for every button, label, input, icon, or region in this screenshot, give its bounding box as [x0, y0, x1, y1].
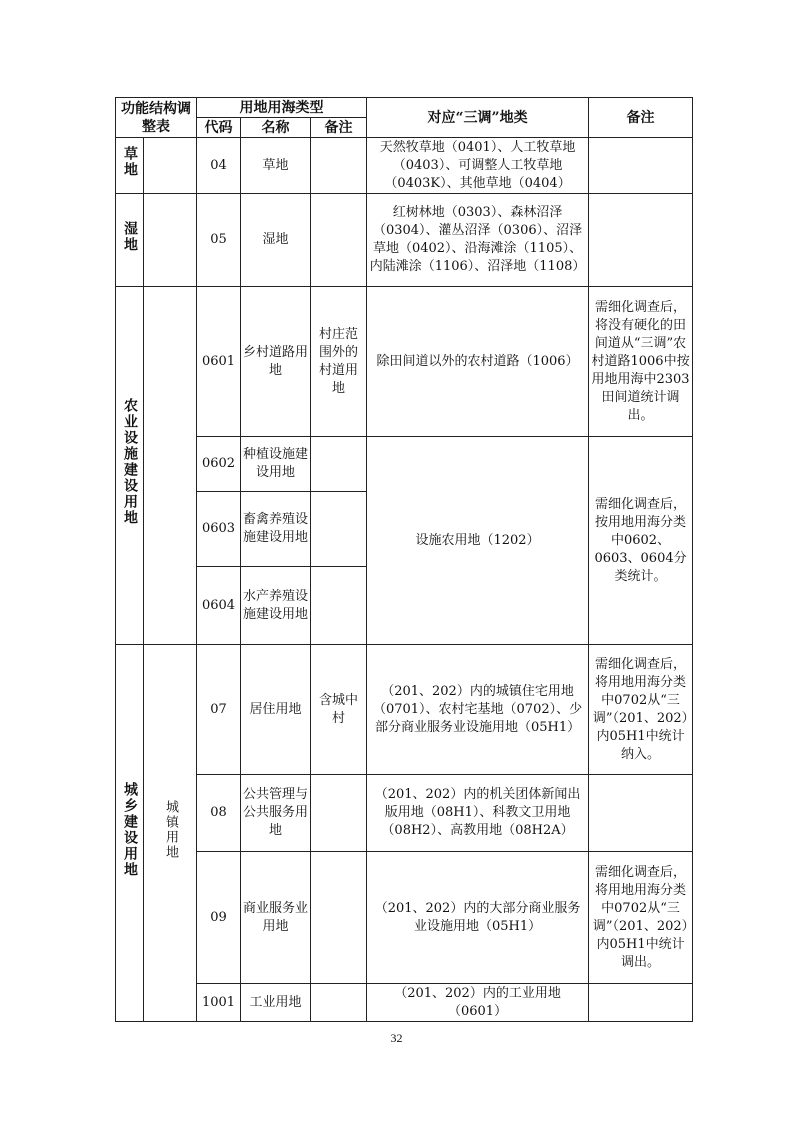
sub-empty	[144, 194, 197, 287]
header-code: 代码	[197, 118, 241, 138]
name-cell: 工业用地	[241, 984, 311, 1022]
name-cell: 居住用地	[241, 645, 311, 775]
sub-empty	[144, 287, 197, 645]
name-cell: 商业服务业用地	[241, 852, 311, 984]
category-urban-rural: 城乡建设用地	[116, 645, 144, 1022]
remark-cell: 需细化调查后，按用地用海分类中0602、0603、0604分类统计。	[589, 437, 693, 645]
category-agri-facility: 农业设施建设用地	[116, 287, 144, 645]
name-cell: 水产养殖设施建设用地	[241, 567, 311, 645]
header-sandiao: 对应“三调”地类	[367, 98, 589, 138]
sandiao-cell: （201、202）内的城镇住宅用地（0701）、农村宅基地（0702）、少部分商业服务业设施用地（05H1）	[367, 645, 589, 775]
header-remark: 备注	[589, 98, 693, 138]
code-cell: 0602	[197, 437, 241, 492]
name-cell: 草地	[241, 138, 311, 194]
note-cell	[311, 194, 367, 287]
remark-cell: 需细化调查后，将用地用海分类中0702从“三调”（201、202）内05H1中统计纳入。	[589, 645, 693, 775]
note-cell: 含城中村	[311, 645, 367, 775]
note-cell	[311, 437, 367, 492]
note-cell	[311, 492, 367, 567]
category-wetland: 湿地	[116, 194, 144, 287]
remark-cell	[589, 775, 693, 852]
code-cell: 07	[197, 645, 241, 775]
code-cell: 09	[197, 852, 241, 984]
name-cell: 公共管理与公共服务用地	[241, 775, 311, 852]
sub-urban: 城镇用地	[144, 645, 197, 1022]
code-cell: 0604	[197, 567, 241, 645]
remark-cell: 需细化调查后，将用地用海分类中0702从“三调”（201、202）内05H1中统计调出。	[589, 852, 693, 984]
header-use-type: 用地用海类型	[197, 98, 367, 118]
header-note: 备注	[311, 118, 367, 138]
remark-cell	[589, 984, 693, 1022]
code-cell: 04	[197, 138, 241, 194]
name-cell: 湿地	[241, 194, 311, 287]
note-cell	[311, 567, 367, 645]
name-cell: 乡村道路用地	[241, 287, 311, 437]
remark-cell	[589, 194, 693, 287]
note-cell	[311, 775, 367, 852]
code-cell: 0601	[197, 287, 241, 437]
sandiao-cell: （201、202）内的机关团体新闻出版用地（08H1）、科教文卫用地（08H2）、高教用地（08H2A）	[367, 775, 589, 852]
sub-empty	[144, 138, 197, 194]
sandiao-cell: （201、202）内的大部分商业服务业设施用地（05H1）	[367, 852, 589, 984]
code-cell: 05	[197, 194, 241, 287]
name-cell: 种植设施建设用地	[241, 437, 311, 492]
remark-cell: 需细化调查后，将没有硬化的田间道从“三调”农村道路1006中按用地用海中2303田间道统计调出。	[589, 287, 693, 437]
code-cell: 1001	[197, 984, 241, 1022]
sandiao-cell: 设施农用地（1202）	[367, 437, 589, 645]
land-use-table	[115, 97, 693, 1022]
page-number: 32	[390, 1031, 403, 1045]
header-name: 名称	[241, 118, 311, 138]
header-func: 功能结构调整表	[116, 98, 197, 138]
sandiao-cell: 除田间道以外的农村道路（1006）	[367, 287, 589, 437]
category-grassland: 草地	[116, 138, 144, 194]
note-cell: 村庄范围外的村道用地	[311, 287, 367, 437]
code-cell: 0603	[197, 492, 241, 567]
remark-cell	[589, 138, 693, 194]
note-cell	[311, 852, 367, 984]
sandiao-cell: 红树林地（0303）、森林沼泽（0304）、灌丛沼泽（0306）、沼泽草地（0402）、沿海滩涂（1105）、内陆滩涂（1106）、沼泽地（1108）	[367, 194, 589, 287]
name-cell: 畜禽养殖设施建设用地	[241, 492, 311, 567]
code-cell: 08	[197, 775, 241, 852]
note-cell	[311, 984, 367, 1022]
sandiao-cell: （201、202）内的工业用地（0601）	[367, 984, 589, 1022]
note-cell	[311, 138, 367, 194]
sandiao-cell: 天然牧草地（0401）、人工牧草地（0403）、可调整人工牧草地（0403K）、其他草地（0404）	[367, 138, 589, 194]
